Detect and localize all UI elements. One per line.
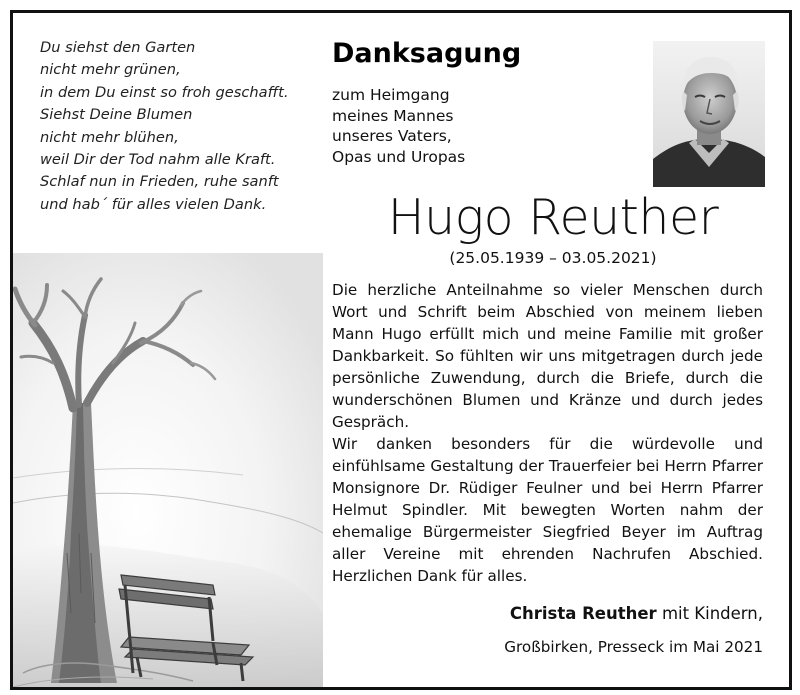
body-paragraph: Wir danken besonders für die würdevolle und einfühlsame Gestaltung der Trauerfeier bei Herrn Pfarrer Monsignore Dr. Rüdiger Feulner und bei Herrn Pfarrer Helmut Spindler. Mit bewegten Worten nahm der ehemalige Bürgermeister Siegfried Beyer im Auftrag aller Vereine mit ehrenden Nachrufen Abschied. Herzlichen Dank für alles. [332, 435, 763, 585]
notice-heading: Danksagung [332, 38, 522, 69]
obituary-notice [10, 10, 792, 690]
poem-line: nicht mehr blühen, [40, 128, 179, 146]
tree-and-bench-sketch [13, 253, 323, 687]
signature-name: Christa Reuther [509, 604, 657, 623]
intro-line: zum Heimgang [332, 86, 450, 104]
intro-line: meines Mannes [332, 106, 454, 125]
signature [332, 602, 763, 626]
intro-line: unseres Vaters, [332, 127, 452, 145]
signature-suffix: mit Kindern, [661, 604, 763, 623]
place-and-date: Großbirken, Presseck im Mai 2021 [504, 638, 763, 656]
poem [40, 37, 289, 216]
life-dates: (25.05.1939 – 03.05.2021) [449, 249, 657, 267]
body-paragraph: Die herzliche Anteilnahme so vieler Menschen durch Wort und Schrift beim Abschied von meinem lieben Mann Hugo erfüllt mich und meine Familie mit großer Dankbarkeit. So fühlten wir uns mitgetragen durch jede persönliche Zuwendung, durch die Briefe, durch die wunderschönen Blumen und Kränze und durch jedes Gespräch. [332, 281, 763, 431]
intro-text [332, 85, 465, 167]
intro-line: Opas und Uropas [332, 147, 466, 166]
poem-line: weil Dir der Tod nahm alle Kraft. [40, 151, 276, 169]
thank-you-text [332, 279, 763, 587]
poem-line: Schlaf nun in Frieden, ruhe sanft [40, 173, 279, 191]
deceased-name: Hugo Reuther [387, 189, 719, 246]
poem-line: in dem Du einst so froh geschafft. [40, 83, 289, 101]
poem-line: Du siehst den Garten [40, 39, 196, 56]
poem-line: und hab´ für alles vielen Dank. [40, 195, 267, 213]
poem-line: nicht mehr grünen, [40, 61, 181, 79]
portrait-photo-icon [653, 41, 765, 187]
poem-line: Siehst Deine Blumen [40, 106, 193, 124]
